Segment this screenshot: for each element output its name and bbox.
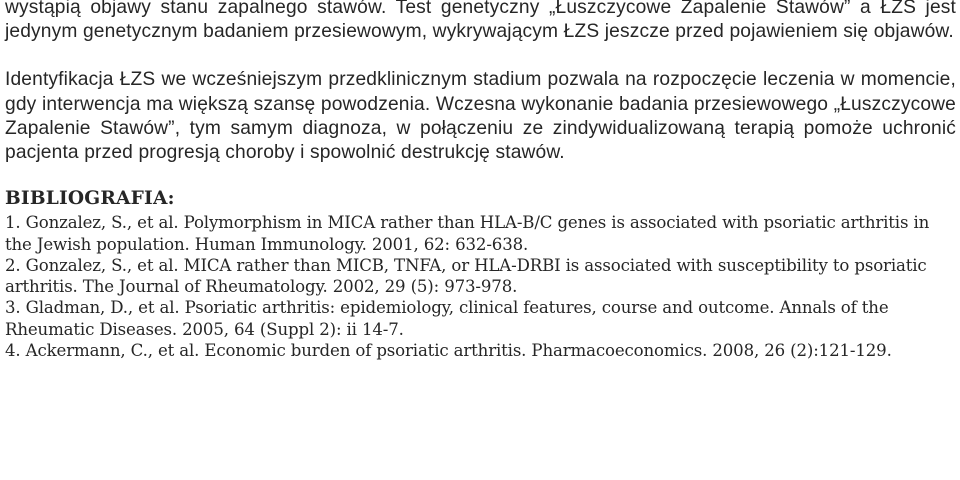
paragraph-early-identification: Identyfikacja ŁZS we wcześniejszym przedklinicznym stadium pozwala na rozpoczęcie leczenia w momencie, gdy interwencja ma większą szansę powodzenia. Wczesna wykonanie badania przesiewowego „Łuszczycowe Zapalenie Stawów”, tym samym diagnoza, w połączeniu ze zindywidualizowaną terapią pomoże uchronić pacjenta przed progresją choroby i spowolnić destrukcję stawów. bbox=[5, 69, 956, 164]
bibliography-reference-3: 3. Gladman, D., et al. Psoriatic arthritis: epidemiology, clinical features, course and outcome. Annals of the Rheumatic Diseases. 2005, 64 (Suppl 2): ii 14-7. bbox=[5, 298, 889, 339]
bibliography-reference-4: 4. Ackermann, C., et al. Economic burden of psoriatic arthritis. Pharmacoeconomics. 2008, 26 (2):121-129. bbox=[5, 341, 892, 360]
bibliography-heading: BIBLIOGRAFIA: bbox=[5, 188, 175, 210]
bibliography-reference-2: 2. Gonzalez, S., et al. MICA rather than MICB, TNFA, or HLA-DRBI is associated with susceptibility to psoriatic arthritis. The Journal of Rheumatology. 2002, 29 (5): 973-978. bbox=[5, 255, 927, 297]
paragraph-genetic-test: wystąpią objawy stanu zapalnego stawów. Test genetyczny „Łuszczycowe Zapalenie Stawów” a ŁZS jest jedynym genetycznym badaniem przesiewowym, wykrywającym ŁZS jeszcze przed pojawieniem się objawów. bbox=[5, 0, 956, 43]
bibliography-reference-1: 1. Gonzalez, S., et al. Polymorphism in MICA rather than HLA-B/C genes is associated with psoriatic arthritis in the Jewish population. Human Immunology. 2001, 62: 632-638. bbox=[5, 213, 930, 254]
document-page bbox=[5, 0, 956, 361]
bibliography-list bbox=[5, 212, 956, 361]
